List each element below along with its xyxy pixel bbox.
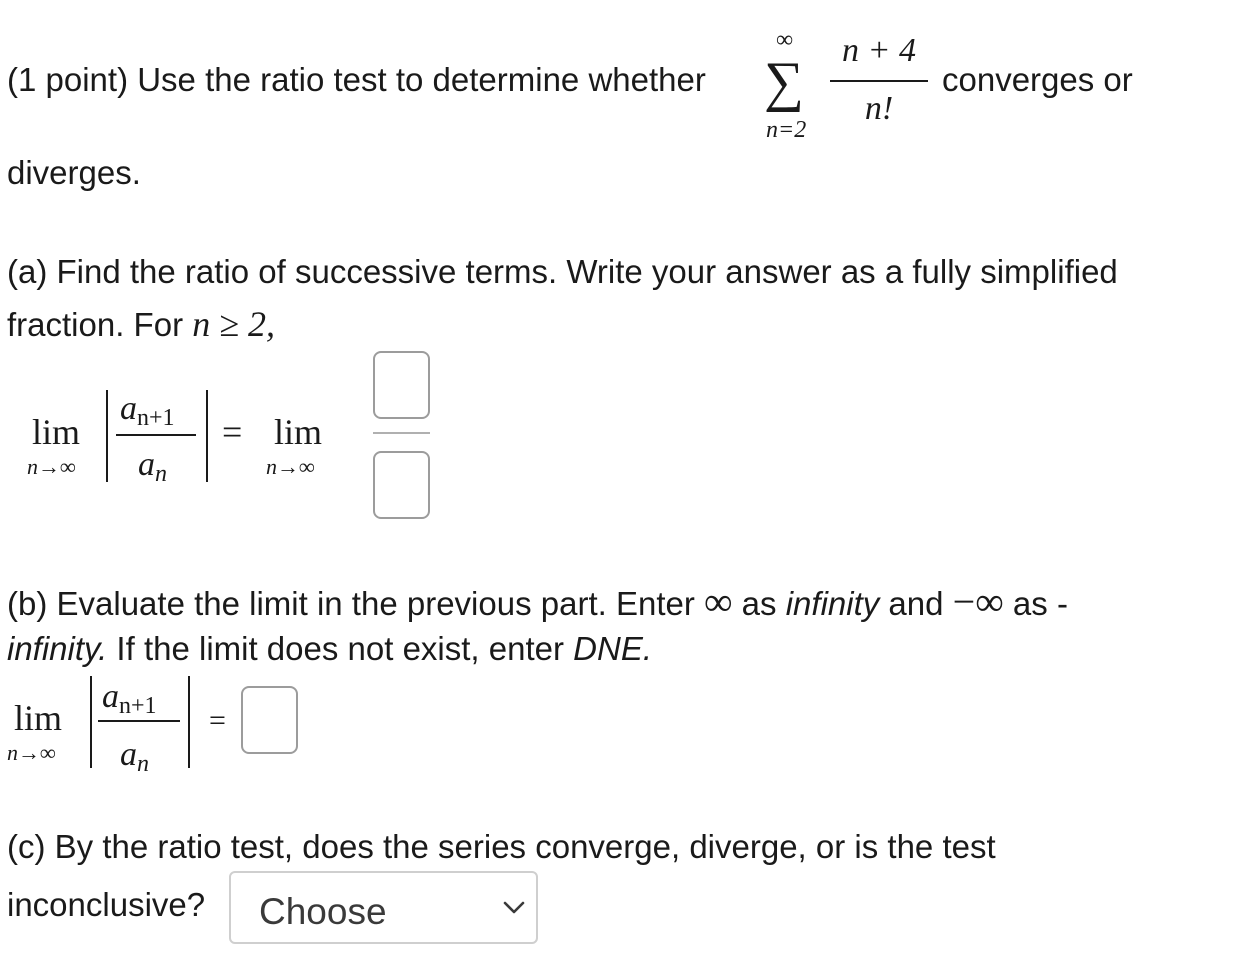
term-fraction-bar [830, 80, 928, 82]
part-b-limit-input[interactable] [241, 686, 298, 754]
part-a-equals: = [222, 412, 243, 452]
part-a-denominator-input[interactable] [373, 451, 430, 519]
part-b-ratio-bar [98, 720, 180, 722]
part-a-abs-left [106, 390, 108, 482]
chevron-down-icon [503, 901, 525, 915]
part-b-abs-left [90, 676, 92, 768]
part-c-line2: inconclusive? [7, 886, 206, 923]
infinity-symbol: ∞ [704, 579, 733, 624]
part-a-lim: lim [32, 412, 81, 452]
part-b-abs-right [188, 676, 190, 768]
part-a-numerator-input[interactable] [373, 351, 430, 419]
neg-infinity-symbol: −∞ [952, 579, 1004, 624]
intro-line2: diverges. [7, 154, 141, 191]
part-b-line1: (b) Evaluate the limit in the previous part. Enter ∞ as infinity and −∞ as - [7, 579, 1068, 624]
part-b-ratio-denominator: an [120, 736, 149, 777]
part-a-rhs-lim-sub: n→∞ [266, 454, 315, 479]
part-b-equals: = [209, 704, 226, 737]
intro-prefix: (1 point) Use the ratio test to determine whether [7, 61, 706, 98]
part-b-lim-sub: n→∞ [7, 740, 56, 765]
sum-lower-limit: n=2 [766, 117, 807, 143]
part-a-condition: n ≥ 2, [192, 304, 275, 344]
part-b-line2: infinity. If the limit does not exist, enter DNE. [7, 630, 652, 667]
part-a-line1: (a) Find the ratio of successive terms. Write your answer as a fully simplified [7, 253, 1118, 290]
term-numerator: n + 4 [842, 32, 916, 69]
part-a-ratio-denominator: an [138, 446, 167, 487]
sum-upper-limit: ∞ [776, 27, 794, 53]
part-c-line1: (c) By the ratio test, does the series converge, diverge, or is the test [7, 828, 996, 865]
part-a-line2: fraction. For n ≥ 2, [7, 304, 275, 344]
part-a-abs-right [206, 390, 208, 482]
part-c-select-value: Choose [259, 891, 387, 932]
part-c-select[interactable] [229, 871, 538, 944]
part-b-ratio-numerator: an+1 [102, 678, 157, 719]
part-b-lim: lim [14, 698, 63, 738]
part-a-rhs-lim: lim [274, 412, 323, 452]
intro-suffix: converges or [942, 61, 1133, 98]
part-a-ratio-numerator: an+1 [120, 390, 175, 431]
term-denominator: n! [864, 90, 894, 127]
part-a-ratio-bar [116, 434, 196, 436]
part-a-lim-sub: n→∞ [27, 454, 76, 479]
sum-symbol: ∑ [764, 51, 804, 113]
part-a-answer-fraction-bar [373, 432, 430, 434]
